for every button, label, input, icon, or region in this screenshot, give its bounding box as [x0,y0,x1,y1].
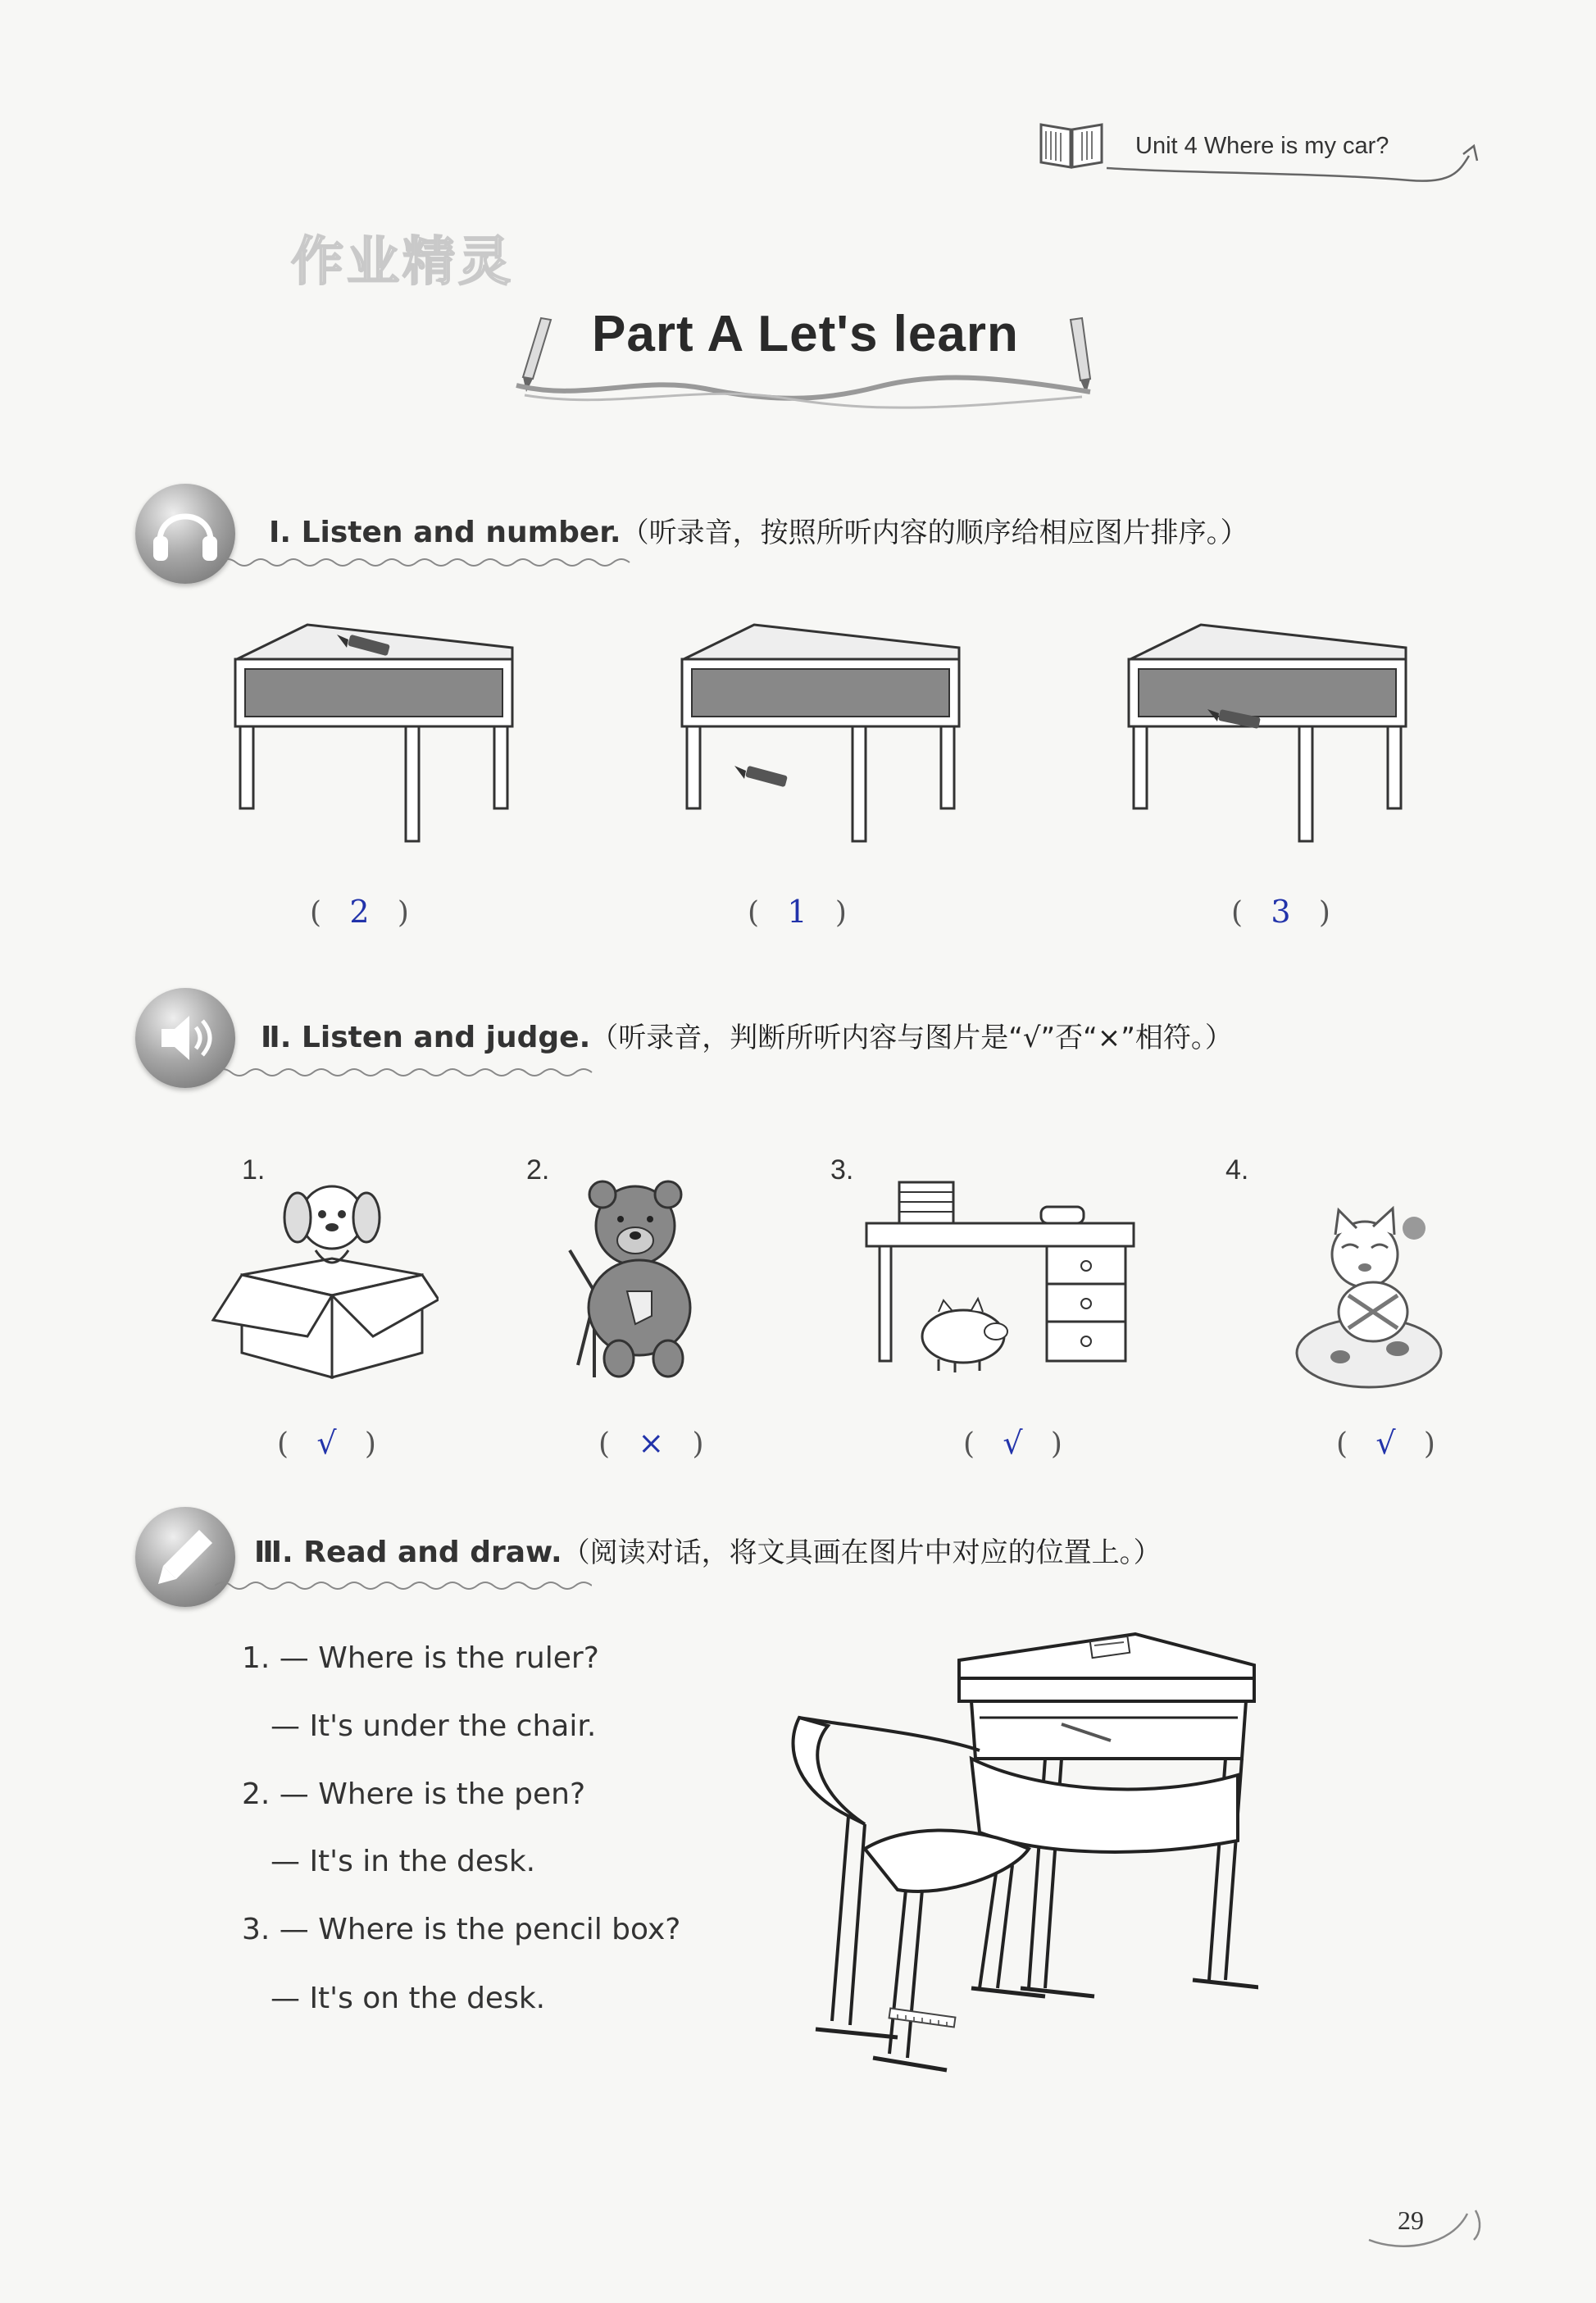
pencil-icon [734,766,788,787]
dialog-line-5: 3. — Where is the pencil box? [242,1913,681,1946]
part-title: Part A Let's learn [592,306,1019,362]
item-number-3: 3. [830,1154,854,1186]
ruler-drawing [889,2008,956,2027]
section1-wavy-line [220,554,638,574]
judge-blank-4[interactable]: ( √ ) [1336,1425,1435,1461]
section3-heading [254,1530,1162,1570]
desk-and-chair-picture[interactable] [783,1627,1258,2090]
answer-blank-1[interactable]: ( 2 ) [310,894,409,930]
dialog-line-6: — It's on the desk. [271,1982,546,2015]
answer-blank-2[interactable]: ( 1 ) [748,894,847,930]
answer-value: √ [316,1425,337,1461]
judge-blank-2[interactable]: ( × ) [598,1425,704,1461]
dialog-line-3: 2. — Where is the pen? [242,1777,586,1811]
table-pencil-under [680,623,967,848]
item-number-2: 2. [526,1154,550,1186]
section3-title: Ⅲ. Read and draw. [254,1536,562,1569]
answer-value: × [638,1425,665,1461]
pig-under-desk-picture [865,1181,1135,1389]
section3-note: （阅读对话，将文具画在图片中对应的位置上。） [562,1536,1162,1569]
section2-title: Ⅱ. Listen and judge. [261,1021,591,1054]
dialog-line-1: 1. — Where is the ruler? [242,1641,599,1675]
cat-on-bag-picture [1283,1205,1455,1397]
judge-blank-1[interactable]: ( √ ) [277,1425,376,1461]
table-pencil-on [234,623,521,848]
section3-wavy-line [215,1577,592,1597]
item-number-1: 1. [242,1154,266,1186]
answer-value: √ [1003,1425,1023,1461]
section1-title: Ⅰ. Listen and number. [269,516,621,549]
dialog-line-4: — It's in the desk. [271,1845,536,1878]
section1-heading [269,510,1248,550]
answer-value: 1 [787,894,807,930]
table-pencil-in [1127,623,1414,848]
section2-note: （听录音，判断所听内容与图片是“√”否“×”相符。） [590,1022,1233,1054]
dog-in-box-picture [209,1168,439,1393]
answer-blank-3[interactable]: ( 3 ) [1231,894,1330,930]
unit-title: Unit 4 Where is my car? [1135,133,1389,159]
answer-value: 3 [1271,894,1291,930]
item-number-4: 4. [1225,1154,1249,1186]
judge-blank-3[interactable]: ( √ ) [963,1425,1062,1461]
answer-value: 2 [349,894,370,930]
section1-note: （听录音，按照所听内容的顺序给相应图片排序。） [621,517,1248,549]
watermark-logo: 作业精灵 [291,232,514,293]
bear-on-chair-picture [562,1177,717,1385]
book-icon [1034,113,1108,175]
section2-wavy-line [215,1064,600,1084]
section2-heading [261,1015,1233,1055]
dialog-line-2: — It's under the chair. [271,1709,597,1743]
answer-value: √ [1375,1425,1396,1461]
header-swoosh [1098,123,1492,200]
page-number-swoosh [1361,2189,1484,2258]
page-number: 29 [1398,2205,1424,2235]
